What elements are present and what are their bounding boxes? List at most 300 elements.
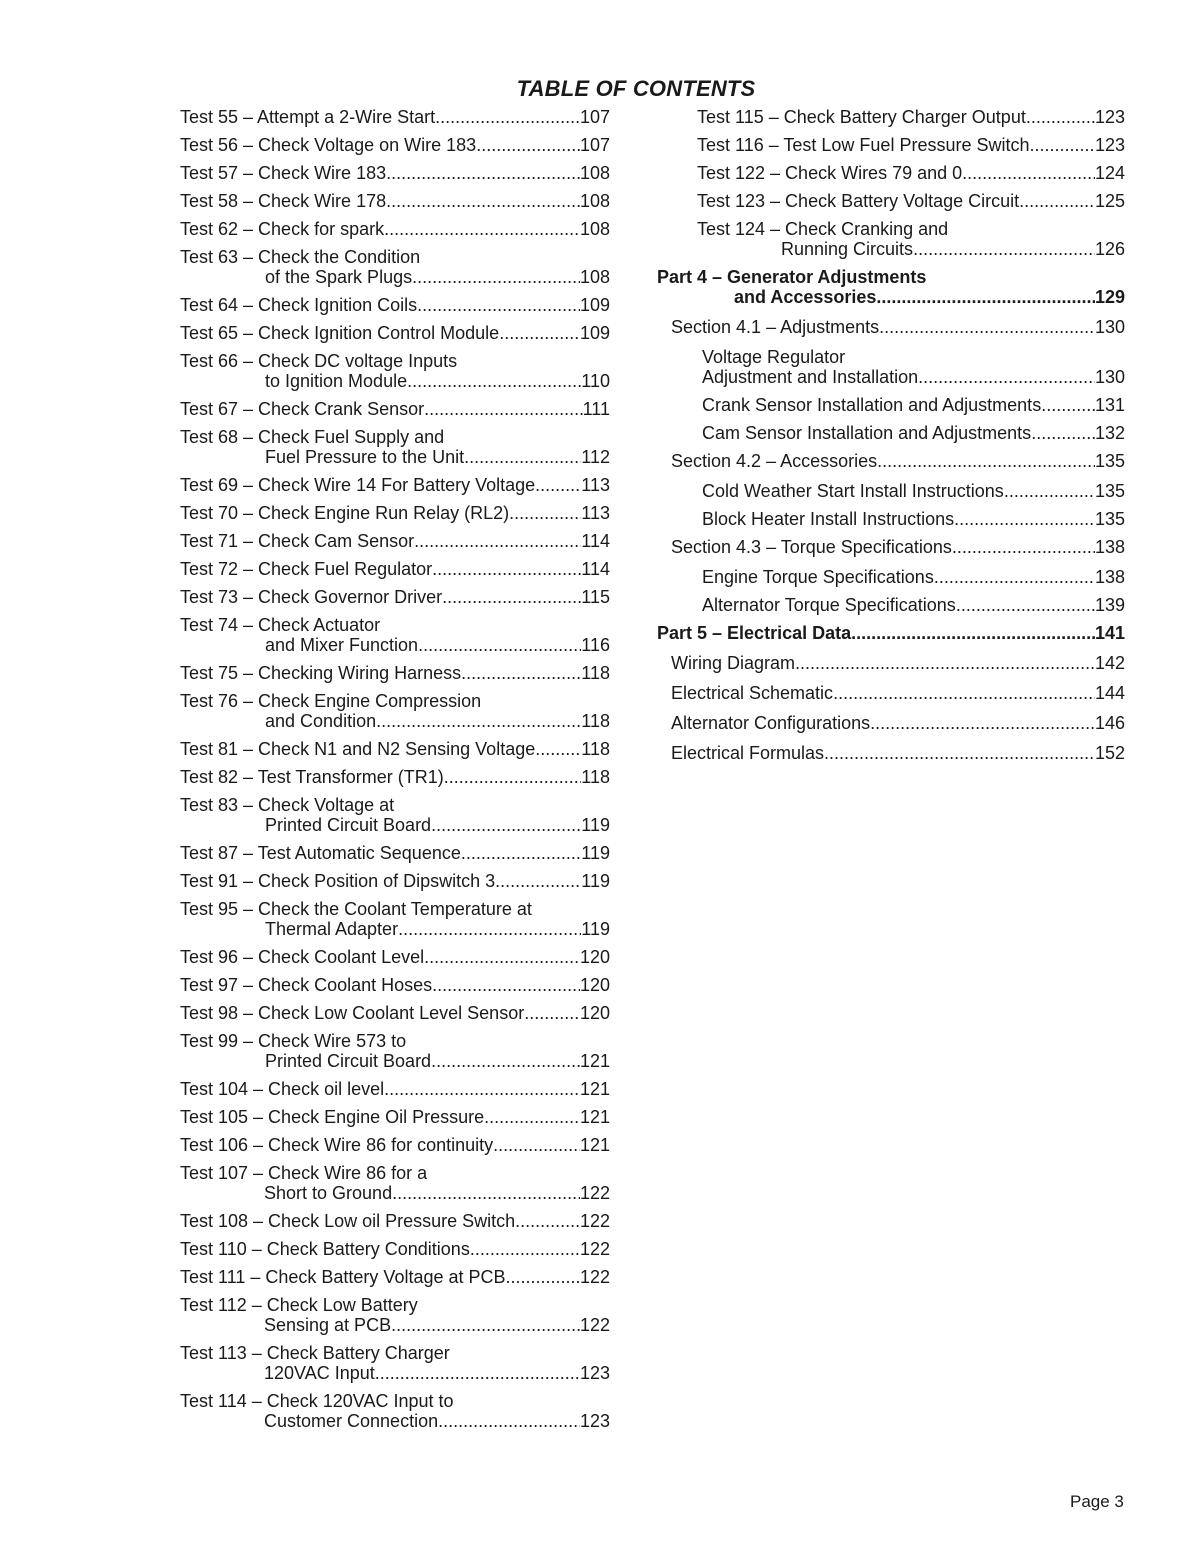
dot-leader bbox=[484, 1107, 580, 1127]
dot-leader bbox=[879, 317, 1095, 337]
toc-entry-title: Electrical Schematic bbox=[671, 683, 834, 703]
toc-entry bbox=[180, 399, 610, 419]
dot-leader bbox=[424, 947, 580, 967]
toc-entry-title: Test 71 – Check Cam Sensor bbox=[180, 531, 415, 551]
toc-entry-title: Test 65 – Check Ignition Control Module bbox=[180, 323, 500, 343]
toc-page-number: 123 bbox=[1094, 107, 1125, 127]
toc-page-number: 142 bbox=[1094, 653, 1125, 673]
toc-entry-title: Test 105 – Check Engine Oil Pressure bbox=[180, 1107, 485, 1127]
toc-entry bbox=[180, 739, 610, 759]
toc-entry-title: Block Heater Install Instructions bbox=[702, 509, 955, 529]
toc-entry bbox=[180, 1135, 610, 1155]
toc-page-number: 108 bbox=[579, 191, 610, 211]
dot-leader bbox=[438, 1411, 580, 1431]
toc-page-number: 118 bbox=[581, 767, 610, 787]
toc-entry bbox=[657, 267, 1125, 307]
toc-entry-row bbox=[697, 163, 1125, 183]
toc-page-number: 152 bbox=[1094, 743, 1125, 763]
toc-entry-row bbox=[180, 219, 610, 239]
toc-page-number: 129 bbox=[1094, 287, 1125, 307]
toc-entry bbox=[657, 567, 1125, 587]
toc-entry-title: Test 64 – Check Ignition Coils bbox=[180, 295, 418, 315]
toc-entry-row bbox=[180, 663, 610, 683]
dot-leader bbox=[913, 239, 1095, 259]
toc-entry bbox=[180, 615, 610, 655]
toc-entry bbox=[180, 947, 610, 967]
toc-entry bbox=[657, 423, 1125, 443]
toc-entry bbox=[180, 295, 610, 315]
toc-page-number: 120 bbox=[579, 1003, 610, 1023]
toc-entry bbox=[180, 871, 610, 891]
dot-leader bbox=[493, 1135, 580, 1155]
dot-leader bbox=[431, 815, 581, 835]
toc-entry-title: Customer Connection bbox=[264, 1411, 439, 1431]
dot-leader bbox=[412, 267, 580, 287]
toc-entry-row bbox=[180, 163, 610, 183]
toc-entry-row bbox=[180, 635, 610, 655]
dot-leader bbox=[431, 1051, 580, 1071]
toc-page-number: 108 bbox=[579, 219, 610, 239]
toc-entry-title: Section 4.1 – Adjustments bbox=[671, 317, 880, 337]
toc-entry-row bbox=[180, 559, 610, 579]
toc-entry-title: Test 75 – Checking Wiring Harness bbox=[180, 663, 462, 683]
dot-leader bbox=[962, 163, 1095, 183]
dot-leader bbox=[952, 537, 1095, 557]
toc-entry bbox=[657, 135, 1125, 155]
toc-entry-row bbox=[180, 503, 610, 523]
toc-entry-title: Test 74 – Check Actuator bbox=[180, 615, 381, 635]
toc-entry-title: Test 124 – Check Cranking and bbox=[697, 219, 949, 239]
toc-entry-title: Crank Sensor Installation and Adjustments bbox=[702, 395, 1042, 415]
toc-entry bbox=[180, 1003, 610, 1023]
dot-leader bbox=[495, 871, 581, 891]
toc-entry-title: Short to Ground bbox=[264, 1183, 393, 1203]
toc-entry-title: Test 63 – Check the Condition bbox=[180, 247, 421, 267]
toc-page-number: 121 bbox=[579, 1079, 610, 1099]
dot-leader bbox=[535, 475, 581, 495]
toc-entry bbox=[657, 537, 1125, 557]
toc-page-number: 146 bbox=[1094, 713, 1125, 733]
toc-entry-row bbox=[180, 947, 610, 967]
toc-entry bbox=[180, 1211, 610, 1231]
toc-entry bbox=[657, 451, 1125, 471]
toc-page-number: 119 bbox=[581, 919, 610, 939]
toc-entry-title: Section 4.2 – Accessories bbox=[671, 451, 878, 471]
toc-entry bbox=[180, 1079, 610, 1099]
toc-entry bbox=[180, 1031, 610, 1071]
toc-page-number: 115 bbox=[581, 587, 610, 607]
toc-entry-row bbox=[657, 623, 1125, 643]
toc-entry-row bbox=[180, 587, 610, 607]
toc-entry-row bbox=[697, 107, 1125, 127]
dot-leader bbox=[407, 371, 581, 391]
toc-entry bbox=[180, 691, 610, 731]
dot-leader bbox=[918, 367, 1095, 387]
toc-right-column bbox=[657, 107, 1125, 773]
dot-leader bbox=[442, 587, 581, 607]
toc-page-number: 130 bbox=[1094, 367, 1125, 387]
toc-page-number: 108 bbox=[579, 267, 610, 287]
dot-leader bbox=[524, 1003, 580, 1023]
toc-entry bbox=[180, 559, 610, 579]
toc-entry-title: Test 106 – Check Wire 86 for continuity bbox=[180, 1135, 494, 1155]
toc-entry-row bbox=[697, 239, 1125, 259]
dot-leader bbox=[461, 843, 581, 863]
dot-leader bbox=[384, 219, 580, 239]
dot-leader bbox=[824, 743, 1095, 763]
toc-page-number: 144 bbox=[1094, 683, 1125, 703]
toc-page-number: 122 bbox=[579, 1315, 610, 1335]
toc-entry-title: Test 115 – Check Battery Charger Output bbox=[697, 107, 1026, 127]
toc-entry-title: Test 69 – Check Wire 14 For Battery Voltage bbox=[180, 475, 536, 495]
toc-entry-row bbox=[657, 287, 1125, 307]
toc-entry bbox=[180, 1239, 610, 1259]
toc-entry-row bbox=[702, 595, 1125, 615]
toc-entry-title: Adjustment and Installation bbox=[702, 367, 919, 387]
toc-entry bbox=[180, 899, 610, 939]
toc-entry-row bbox=[180, 191, 610, 211]
toc-entry bbox=[657, 107, 1125, 127]
dot-leader bbox=[833, 683, 1095, 703]
toc-page-number: 138 bbox=[1094, 567, 1125, 587]
toc-entry bbox=[180, 107, 610, 127]
toc-entry-row bbox=[702, 481, 1125, 501]
dot-leader bbox=[1026, 107, 1095, 127]
toc-page-number: 119 bbox=[581, 871, 610, 891]
dot-leader bbox=[1030, 135, 1095, 155]
toc-entry bbox=[180, 531, 610, 551]
toc-page-number: 121 bbox=[579, 1107, 610, 1127]
toc-entry-title: and Condition bbox=[265, 711, 377, 731]
toc-left-column bbox=[180, 107, 610, 1439]
toc-entry bbox=[180, 795, 610, 835]
toc-entry-title: Voltage Regulator bbox=[702, 347, 846, 367]
toc-entry-row bbox=[702, 423, 1125, 443]
toc-entry bbox=[657, 623, 1125, 643]
toc-entry-row bbox=[702, 567, 1125, 587]
toc-entry bbox=[180, 191, 610, 211]
toc-page-number: 113 bbox=[581, 503, 610, 523]
toc-page-number: 138 bbox=[1094, 537, 1125, 557]
toc-entry-title: Test 66 – Check DC voltage Inputs bbox=[180, 351, 458, 371]
toc-entry-row bbox=[671, 451, 1125, 471]
toc-entry bbox=[657, 317, 1125, 337]
toc-entry-row bbox=[180, 475, 610, 495]
toc-entry bbox=[657, 509, 1125, 529]
toc-entry-title: Part 4 – Generator Adjustments bbox=[657, 267, 927, 287]
dot-leader bbox=[376, 711, 581, 731]
toc-entry-title: Test 68 – Check Fuel Supply and bbox=[180, 427, 445, 447]
toc-entry-title: Test 95 – Check the Coolant Temperature at bbox=[180, 899, 532, 919]
toc-entry-title: Printed Circuit Board bbox=[265, 1051, 432, 1071]
toc-page-number: 130 bbox=[1094, 317, 1125, 337]
toc-page-number: 126 bbox=[1094, 239, 1125, 259]
toc-entry-title: Test 110 – Check Battery Conditions bbox=[180, 1239, 470, 1259]
dot-leader bbox=[444, 767, 582, 787]
toc-entry-title: Test 55 – Attempt a 2-Wire Start bbox=[180, 107, 436, 127]
toc-entry-title: Test 114 – Check 120VAC Input to bbox=[180, 1391, 454, 1411]
dot-leader bbox=[1031, 423, 1095, 443]
dot-leader bbox=[470, 1239, 580, 1259]
toc-entry-title: Printed Circuit Board bbox=[265, 815, 432, 835]
toc-entry-title: Test 57 – Check Wire 183 bbox=[180, 163, 387, 183]
dot-leader bbox=[1041, 395, 1095, 415]
toc-entry bbox=[180, 503, 610, 523]
toc-entry-title: Running Circuits bbox=[781, 239, 914, 259]
toc-entry-title: 120VAC Input bbox=[264, 1363, 375, 1383]
toc-entry bbox=[180, 663, 610, 683]
toc-entry-row bbox=[180, 1211, 610, 1231]
toc-entry-row bbox=[702, 395, 1125, 415]
toc-entry-title: of the Spark Plugs bbox=[265, 267, 413, 287]
toc-page-number: 132 bbox=[1094, 423, 1125, 443]
toc-entry bbox=[180, 1267, 610, 1287]
toc-entry-title: Test 99 – Check Wire 573 to bbox=[180, 1031, 407, 1051]
dot-leader bbox=[398, 919, 581, 939]
dot-leader bbox=[851, 623, 1095, 643]
toc-entry-title: Test 58 – Check Wire 178 bbox=[180, 191, 387, 211]
toc-entry bbox=[180, 1163, 610, 1203]
toc-entry-title: Test 56 – Check Voltage on Wire 183 bbox=[180, 135, 477, 155]
toc-entry-title: Test 76 – Check Engine Compression bbox=[180, 691, 482, 711]
dot-leader bbox=[499, 323, 580, 343]
toc-entry bbox=[180, 587, 610, 607]
toc-entry-title: Test 62 – Check for spark bbox=[180, 219, 385, 239]
toc-entry-title: Electrical Formulas bbox=[671, 743, 825, 763]
toc-page-number: 123 bbox=[579, 1363, 610, 1383]
toc-entry-title: Test 70 – Check Engine Run Relay (RL2) bbox=[180, 503, 510, 523]
toc-entry-row bbox=[697, 135, 1125, 155]
toc-page-number: 114 bbox=[581, 531, 610, 551]
toc-entry-title: Section 4.3 – Torque Specifications bbox=[671, 537, 952, 557]
dot-leader bbox=[386, 163, 580, 183]
toc-page-number: 135 bbox=[1094, 509, 1125, 529]
toc-entry-row bbox=[671, 537, 1125, 557]
dot-leader bbox=[795, 653, 1095, 673]
toc-entry-row bbox=[180, 1135, 610, 1155]
toc-entry bbox=[657, 743, 1125, 763]
toc-entry bbox=[180, 1343, 610, 1383]
toc-page-number: 122 bbox=[579, 1183, 610, 1203]
dot-leader bbox=[877, 451, 1095, 471]
toc-entry bbox=[180, 135, 610, 155]
toc-page-number: 107 bbox=[579, 135, 610, 155]
toc-entry bbox=[657, 219, 1125, 259]
dot-leader bbox=[386, 191, 580, 211]
toc-entry-title: Test 67 – Check Crank Sensor bbox=[180, 399, 425, 419]
dot-leader bbox=[956, 595, 1095, 615]
toc-page-number: 120 bbox=[579, 975, 610, 995]
toc-entry-title: Test 91 – Check Position of Dipswitch 3 bbox=[180, 871, 496, 891]
toc-entry-row bbox=[180, 739, 610, 759]
page-number: Page 3 bbox=[1070, 1492, 1124, 1511]
toc-entry-row bbox=[671, 743, 1125, 763]
toc-page-number: 107 bbox=[579, 107, 610, 127]
toc-page-number: 124 bbox=[1094, 163, 1125, 183]
toc-entry-title: Cam Sensor Installation and Adjustments bbox=[702, 423, 1032, 443]
dot-leader bbox=[432, 559, 581, 579]
toc-entry-row bbox=[180, 1363, 610, 1383]
toc-entry bbox=[180, 351, 610, 391]
toc-entry-row bbox=[180, 1267, 610, 1287]
dot-leader bbox=[509, 503, 581, 523]
dot-leader bbox=[934, 567, 1095, 587]
toc-entry-title: to Ignition Module bbox=[265, 371, 408, 391]
toc-entry-title: Test 87 – Test Automatic Sequence bbox=[180, 843, 461, 863]
toc-entry-row bbox=[180, 135, 610, 155]
toc-entry-row bbox=[180, 1079, 610, 1099]
toc-page-number: 139 bbox=[1094, 595, 1125, 615]
toc-entry bbox=[180, 219, 610, 239]
toc-page-number: 114 bbox=[581, 559, 610, 579]
toc-page-number: 118 bbox=[581, 663, 610, 683]
toc-entry-title: Fuel Pressure to the Unit bbox=[265, 447, 465, 467]
toc-page-number: 131 bbox=[1094, 395, 1125, 415]
toc-entry-title: and Accessories bbox=[734, 287, 877, 307]
dot-leader bbox=[535, 739, 581, 759]
toc-entry-row bbox=[180, 1239, 610, 1259]
toc-entry-title: Test 82 – Test Transformer (TR1) bbox=[180, 767, 444, 787]
dot-leader bbox=[418, 635, 581, 655]
toc-entry-title: Test 104 – Check oil level bbox=[180, 1079, 385, 1099]
toc-page-number: 119 bbox=[581, 843, 610, 863]
dot-leader bbox=[375, 1363, 580, 1383]
toc-entry-row bbox=[180, 975, 610, 995]
toc-entry-row bbox=[180, 399, 610, 419]
toc-entry bbox=[657, 683, 1125, 703]
dot-leader bbox=[464, 447, 581, 467]
toc-entry-title: Sensing at PCB bbox=[264, 1315, 392, 1335]
toc-page-number: 123 bbox=[579, 1411, 610, 1431]
toc-page-number: 116 bbox=[581, 635, 610, 655]
toc-entry-row bbox=[180, 1411, 610, 1431]
toc-page-number: 111 bbox=[582, 399, 610, 419]
toc-entry-row bbox=[180, 843, 610, 863]
toc-entry bbox=[180, 975, 610, 995]
toc-entry-row bbox=[180, 107, 610, 127]
toc-entry-row bbox=[180, 1315, 610, 1335]
toc-entry-row bbox=[697, 191, 1125, 211]
toc-page-number: 110 bbox=[581, 371, 610, 391]
toc-page-number: 121 bbox=[579, 1051, 610, 1071]
toc-page-number: 135 bbox=[1094, 451, 1125, 471]
dot-leader bbox=[506, 1267, 580, 1287]
toc-entry bbox=[180, 163, 610, 183]
toc-entry bbox=[180, 1107, 610, 1127]
dot-leader bbox=[870, 713, 1095, 733]
toc-entry-title: Engine Torque Specifications bbox=[702, 567, 934, 587]
toc-entry bbox=[657, 395, 1125, 415]
toc-entry bbox=[180, 767, 610, 787]
toc-entry-row bbox=[180, 1107, 610, 1127]
toc-page-number: 112 bbox=[581, 447, 610, 467]
toc-page-number: 121 bbox=[579, 1135, 610, 1155]
toc-page-number: 109 bbox=[579, 323, 610, 343]
toc-entry-row bbox=[180, 871, 610, 891]
toc-page-number: 122 bbox=[579, 1267, 610, 1287]
dot-leader bbox=[1019, 191, 1095, 211]
toc-entry-row bbox=[180, 1051, 610, 1071]
dot-leader bbox=[461, 663, 581, 683]
toc-entry-title: Test 116 – Test Low Fuel Pressure Switch bbox=[697, 135, 1030, 155]
dot-leader bbox=[1004, 481, 1095, 501]
dot-leader bbox=[432, 975, 580, 995]
toc-page-number: 119 bbox=[581, 815, 610, 835]
dot-leader bbox=[435, 107, 580, 127]
toc-page-number: 122 bbox=[579, 1211, 610, 1231]
dot-leader bbox=[954, 509, 1095, 529]
toc-entry-row bbox=[180, 323, 610, 343]
toc-entry bbox=[657, 191, 1125, 211]
dot-leader bbox=[392, 1183, 580, 1203]
toc-entry-title: Test 122 – Check Wires 79 and 0 bbox=[697, 163, 963, 183]
toc-page-number: 125 bbox=[1094, 191, 1125, 211]
toc-entry bbox=[657, 713, 1125, 733]
toc-entry bbox=[657, 163, 1125, 183]
toc-entry-row bbox=[180, 767, 610, 787]
toc-page-number: 109 bbox=[579, 295, 610, 315]
toc-entry bbox=[180, 1295, 610, 1335]
dot-leader bbox=[424, 399, 583, 419]
toc-entry-row bbox=[180, 295, 610, 315]
toc-entry-title: Thermal Adapter bbox=[265, 919, 399, 939]
toc-page-number: 141 bbox=[1094, 623, 1125, 643]
toc-page-number: 118 bbox=[581, 739, 610, 759]
toc-entry-title: Test 111 – Check Battery Voltage at PCB bbox=[180, 1267, 506, 1287]
toc-page-number: 113 bbox=[581, 475, 610, 495]
toc-entry-title: Alternator Configurations bbox=[671, 713, 871, 733]
toc-entry bbox=[180, 247, 610, 287]
toc-entry bbox=[180, 427, 610, 467]
toc-page-number: 120 bbox=[579, 947, 610, 967]
toc-entry-title: Test 97 – Check Coolant Hoses bbox=[180, 975, 433, 995]
toc-entry bbox=[180, 1391, 610, 1431]
toc-page-number: 118 bbox=[581, 711, 610, 731]
toc-entry-row bbox=[671, 683, 1125, 703]
toc-entry-title: Test 83 – Check Voltage at bbox=[180, 795, 395, 815]
toc-entry bbox=[180, 843, 610, 863]
toc-entry-title: Test 81 – Check N1 and N2 Sensing Voltage bbox=[180, 739, 536, 759]
toc-entry-row bbox=[702, 367, 1125, 387]
toc-page-number: 135 bbox=[1094, 481, 1125, 501]
toc-entry-title: Test 98 – Check Low Coolant Level Sensor bbox=[180, 1003, 525, 1023]
toc-entry bbox=[657, 653, 1125, 673]
toc-entry-row bbox=[180, 447, 610, 467]
toc-entry-title: Test 107 – Check Wire 86 for a bbox=[180, 1163, 428, 1183]
toc-page-number: 123 bbox=[1094, 135, 1125, 155]
dot-leader bbox=[414, 531, 581, 551]
toc-entry bbox=[657, 481, 1125, 501]
toc-entry-row bbox=[180, 1183, 610, 1203]
toc-entry bbox=[180, 323, 610, 343]
toc-page-number: 108 bbox=[579, 163, 610, 183]
toc-entry-row bbox=[180, 1003, 610, 1023]
toc-entry-title: Test 113 – Check Battery Charger bbox=[180, 1343, 450, 1363]
toc-entry bbox=[657, 347, 1125, 387]
toc-entry-row bbox=[671, 713, 1125, 733]
dot-leader bbox=[876, 287, 1095, 307]
toc-entry-row bbox=[180, 531, 610, 551]
toc-entry-row bbox=[671, 653, 1125, 673]
dot-leader bbox=[384, 1079, 580, 1099]
toc-entry-row bbox=[180, 711, 610, 731]
dot-leader bbox=[417, 295, 580, 315]
toc-entry-title: Test 96 – Check Coolant Level bbox=[180, 947, 425, 967]
toc-entry-title: Part 5 – Electrical Data bbox=[657, 623, 852, 643]
toc-entry-title: Test 123 – Check Battery Voltage Circuit bbox=[697, 191, 1020, 211]
toc-entry-title: Test 73 – Check Governor Driver bbox=[180, 587, 443, 607]
toc-entry-title: Test 112 – Check Low Battery bbox=[180, 1295, 418, 1315]
